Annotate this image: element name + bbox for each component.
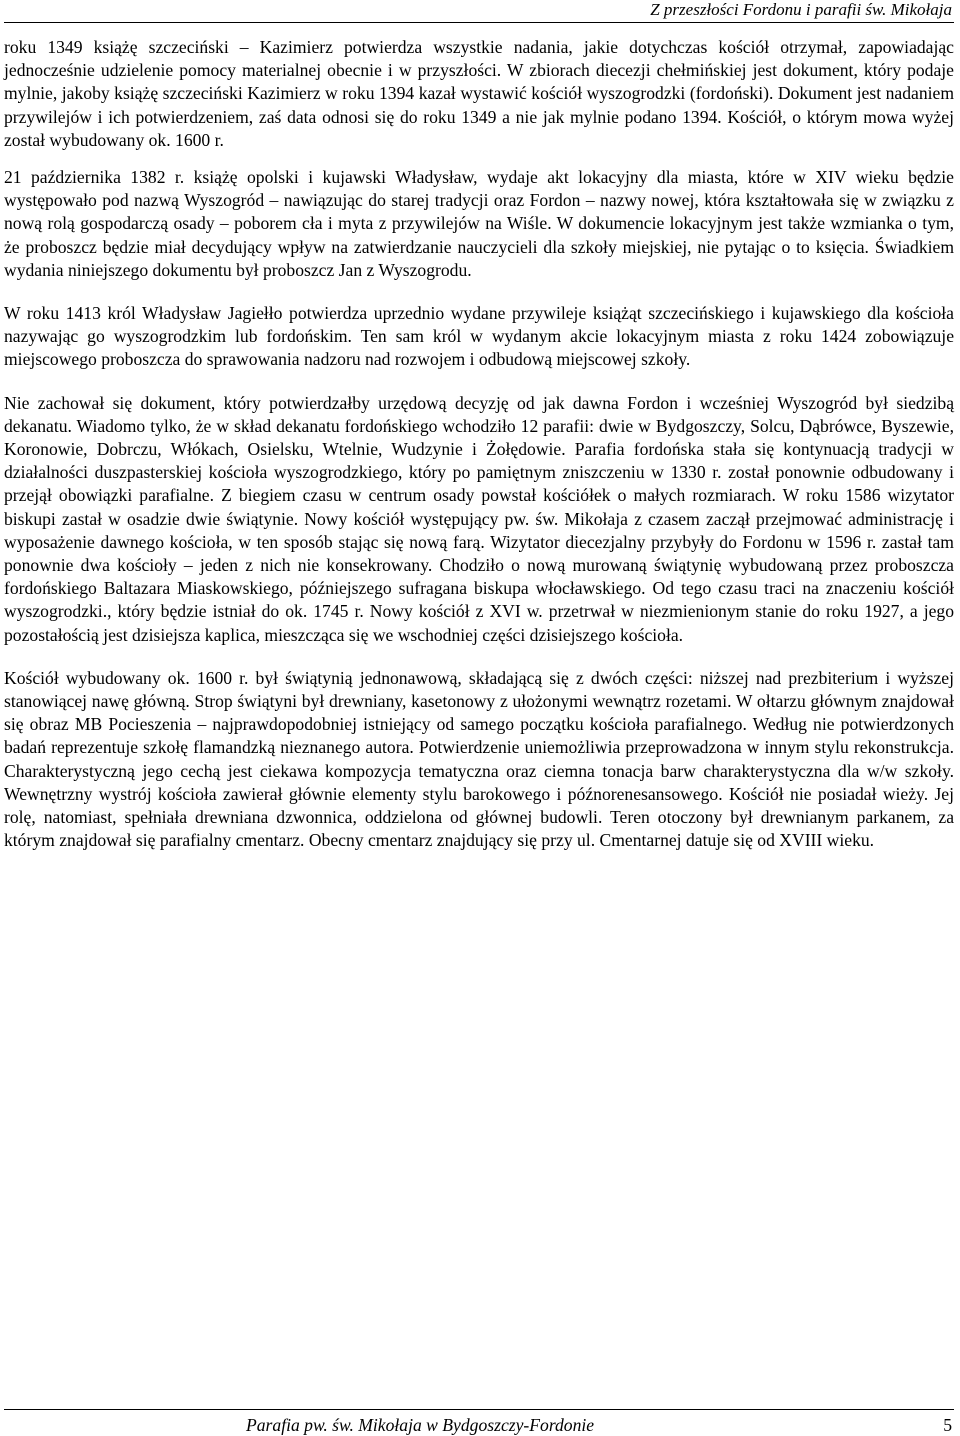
- document-body: [4, 36, 954, 873]
- header-rule: [4, 22, 954, 23]
- page-number: 5: [943, 1415, 952, 1435]
- footer-rule: [4, 1409, 954, 1410]
- paragraph-2: 21 października 1382 r. książę opolski i kujawski Władysław, wydaje akt lokacyjny dla miasta, które w XIV wieku będzie występowało pod nazwą Wyszogród – nawiązując do starej tradycji oraz Fordon – nazwy nowej, która kształtowała się w związku z nową rolą gospodarczą osady – poborem cła i myta z przywilejów na Wiśle. W dokumencie lokacyjnym jest także wzmianka o tym, że proboszcz będzie miał decydujący wpływ na zatwierdzanie nauczycieli dla szkoły miejskiej, nie pytając o to księcia. Świadkiem wydania niniejszego dokumentu był proboszcz Jan z Wyszogrodu.: [4, 167, 954, 280]
- paragraph-4: Nie zachował się dokument, który potwierdzałby urzędową decyzję od jak dawna Fordon i wcześniej Wyszogród był siedzibą dekanatu. Wiadomo tylko, że w skład dekanatu fordońskiego wchodziło 12 parafii: dwie w Bydgoszczy, Solcu, Dąbrówce, Byszewie, Koronowie, Dobrczu, Włókach, Osielsku, Wtelnie, Wudzynie i Żołędowie. Parafia fordońska stała się kontynuacją tradycji w działalności duszpasterskiej kościoła wyszogrodzkiego, który po pamiętnym zniszczeniu w 1330 r. został ponownie odbudowany i przejął obowiązki parafialne. Z biegiem czasu w centrum osady powstał kościółek o małych rozmiarach. W roku 1586 wizytator biskupi zastał w osadzie dwie świątynie. Nowy kościół występujący pw. św. Mikołaja z czasem zaczął przejmować administrację i wyposażenie dawnego kościoła, w ten sposób stając się nową farą. Wizytator diecezjalny przybyły do Fordonu w 1596 r. zastał tam ponownie dwa kościoły – jeden z nich nie konsekrowany. Chodziło o nową murowaną świątynię wybudowaną przez proboszcza fordońskiego Baltazara Miaskowskiego, późniejszego sufragana biskupa włocławskiego. Od tego czasu traci na znaczeniu kościół wyszogrodzki., który będzie istniał do ok. 1745 r. Nowy kościół z XVI w. przetrwał w niezmienionym stanie do roku 1927, a jego pozostałością jest dzisiejsza kaplica, mieszcząca się we wschodniej części dzisiejszego kościoła.: [4, 392, 954, 645]
- running-header-title: Z przeszłości Fordonu i parafii św. Mikołaja: [650, 0, 952, 19]
- paragraph-3: W roku 1413 król Władysław Jagiełło potwierdza uprzednio wydane przywileje książąt szczecińskiego i kujawskiego dla kościoła nazywając go wyszogrodzkim lub fordońskim. Ten sam król w wydanym akcie lokacyjnym miasta z roku 1424 zobowiązuje miejscowego proboszcza do sprawowania nadzoru nad rozwojem i odbudową miejscowej szkoły.: [4, 303, 954, 370]
- page-header: [0, 0, 954, 26]
- page-footer: [0, 1400, 960, 1436]
- footer-title: Parafia pw. św. Mikołaja w Bydgoszczy-Fordonie: [246, 1415, 595, 1435]
- paragraph-5: Kościół wybudowany ok. 1600 r. był świątynią jednonawową, składającą się z dwóch części: niższej nad prezbiterium i wyższej stanowiącej nawę główną. Strop świątyni był drewniany, kasetonowy z ułożonymi wewnątrz rozetami. W ołtarzu głównym znajdował się obraz MB Pocieszenia – najprawdopodobniej istniejący od samego początku kościoła parafialnego. Według nie potwierdzonych badań reprezentuje szkołę flamandzką nieznanego autora. Potwierdzenie uniemożliwia przeprowadzona w innym stylu rekonstrukcja. Charakterystyczną jego cechą jest ciekawa kompozycja tematyczna oraz ciemna tonacja barw charakterystyczna dla w/w szkoły. Wewnętrzny wystrój kościoła zawierał głównie elementy stylu barokowego i późnorenesansowego. Kościół nie posiadał wieży. Jej rolę, natomiast, spełniała drewniana dzwonnica, oddzielona od głównej budowli. Teren otoczony był drewnianym parkanem, za którym znajdował się parafialny cmentarz. Obecny cmentarz znajdujący się przy ul. Cmentarnej datuje się od XVIII wieku.: [4, 667, 954, 851]
- paragraph-1: roku 1349 książę szczeciński – Kazimierz potwierdza wszystkie nadania, jakie dotychczas kościół otrzymał, zapowiadając jednocześnie udzielenie pomocy materialnej obecnie i w przyszłości. W zbiorach diecezji chełmińskiej jest dokument, który podaje mylnie, jakoby książę szczeciński Kazimierz w roku 1394 kazał wystawić kościół wyszogrodzki (fordoński). Dokument jest nadaniem przywilejów i ich potwierdzeniem, zaś data odnosi się do roku 1349 a nie jak mylnie podano 1394. Kościół, o którym mowa wyżej został wybudowany ok. 1600 r.: [4, 37, 954, 150]
